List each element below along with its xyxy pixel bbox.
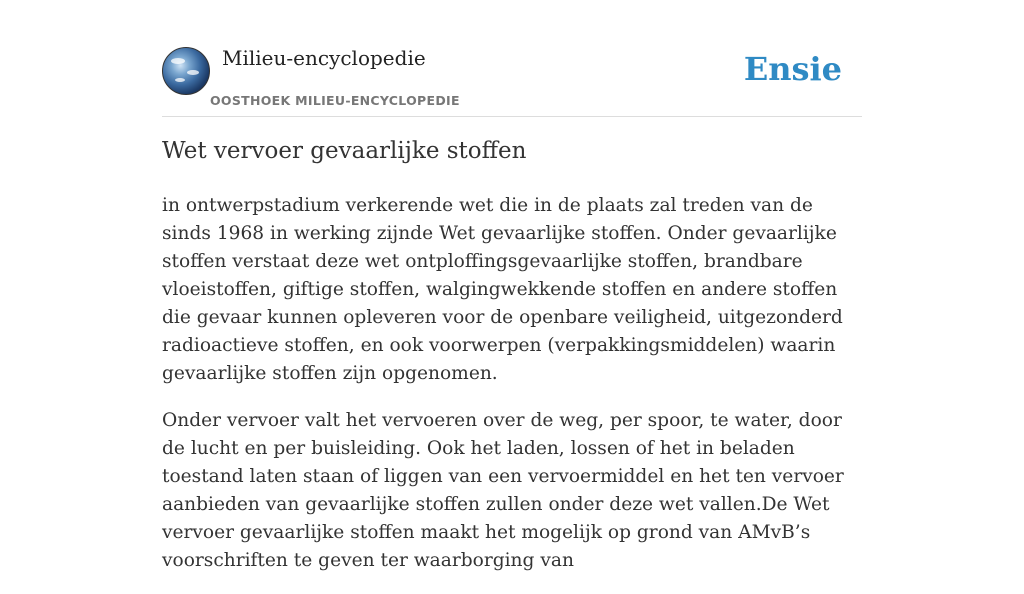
site-header (162, 40, 862, 117)
paragraph: in ontwerpstadium verkerende wet die in de plaats zal treden van de sinds 1968 in werking zijnde Wet gevaarlijke stoffen. Onder gevaarlijke stoffen verstaat deze wet ontploffingsgevaarlijke stoffen, brandbare vloeistoffen, giftige stoffen, walgingwekkende stoffen en andere stoffen die gevaar kunnen opleveren voor de openbare veiligheid, uitgezonderd radioactieve stoffen, en ook voorwerpen (verpakkingsmiddelen) waarin gevaarlijke stoffen zijn opgenomen. (162, 195, 843, 384)
brand-logo[interactable]: Ensie (743, 50, 842, 88)
paragraph: Onder vervoer valt het vervoeren over de weg, per spoor, te water, door de lucht en per buisleiding. Ook het laden, lossen of het in beladen toestand laten staan of liggen van een vervoermiddel en het ten vervoer aanbieden van gevaarlijke stoffen zullen onder deze wet vallen.De Wet vervoer gevaarlijke stoffen maakt het mogelijk op grond van AMvB’s voorschriften te geven ter waarborging van (162, 410, 844, 571)
site-title[interactable]: Milieu-encyclopedie (222, 46, 426, 70)
article-body (162, 192, 862, 594)
earth-globe-icon[interactable] (162, 47, 210, 95)
article-title: Wet vervoer gevaarlijke stoffen (162, 138, 527, 164)
site-subtitle[interactable]: OOSTHOEK MILIEU-ENCYCLOPEDIE (210, 93, 460, 108)
